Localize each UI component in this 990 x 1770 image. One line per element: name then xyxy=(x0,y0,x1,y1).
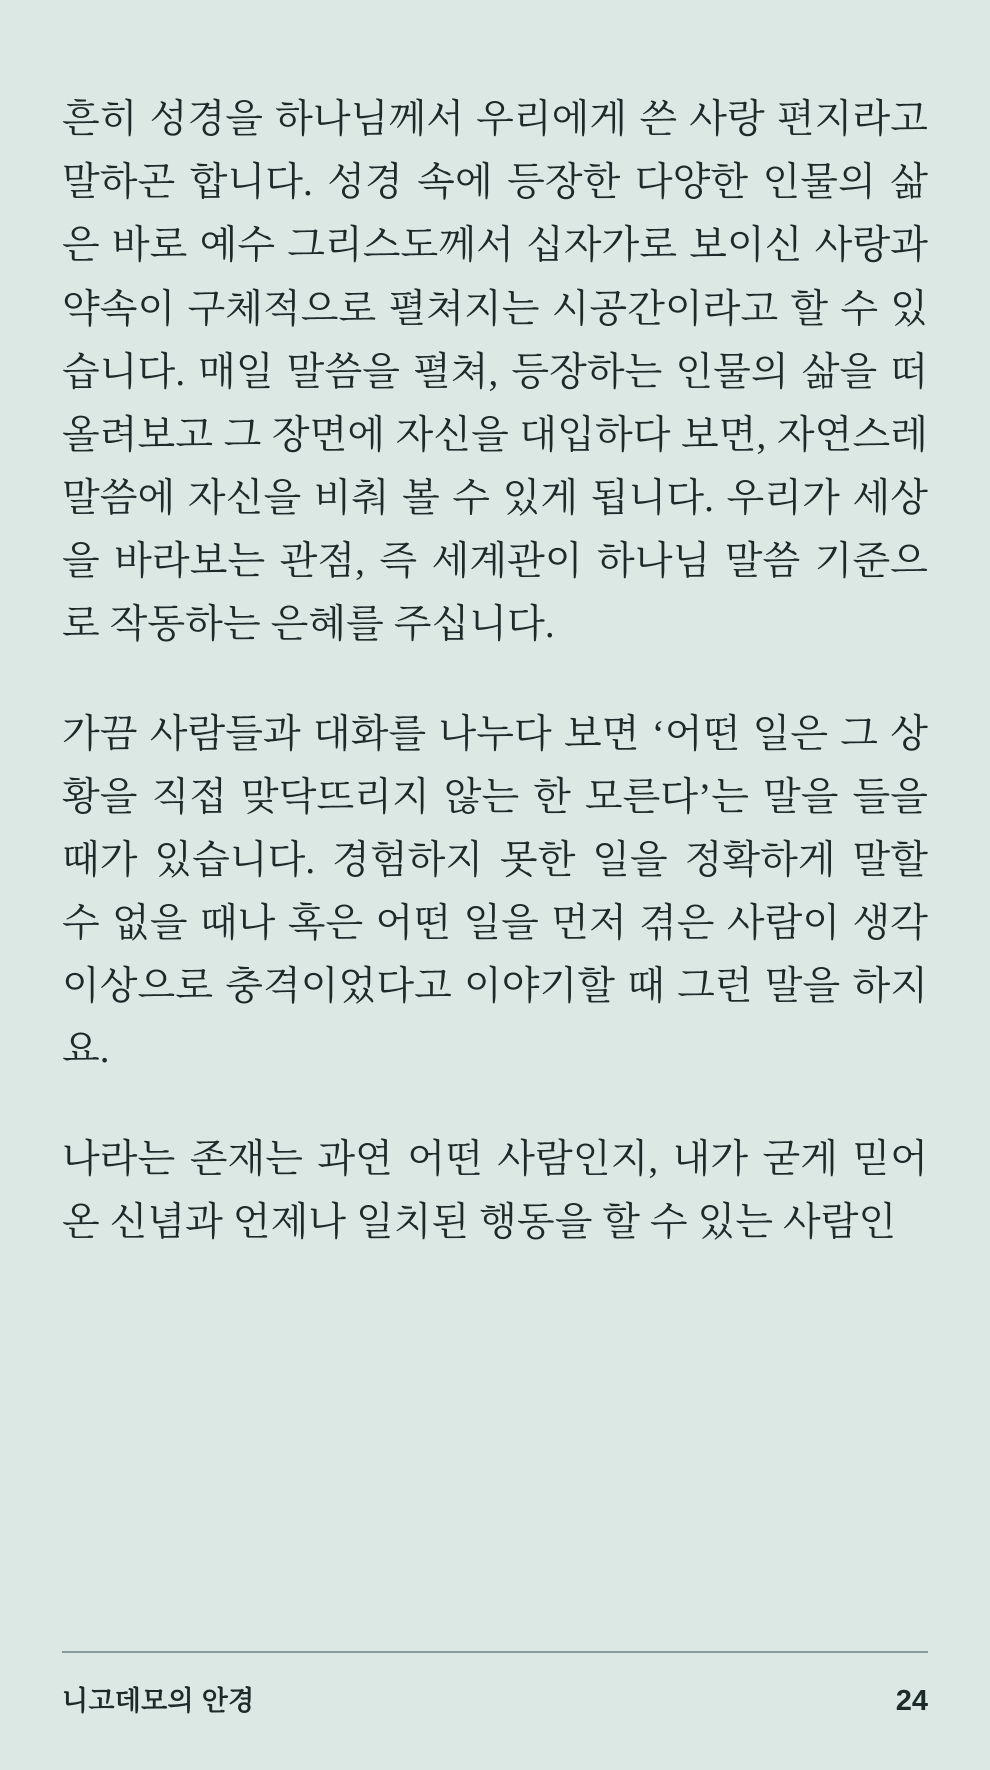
footer-divider xyxy=(62,1651,928,1653)
footer-book-title: 니고데모의 안경 xyxy=(62,1686,255,1716)
body-paragraph: 나라는 존재는 과연 어떤 사람인지, 내가 굳게 믿어 온 신념과 언제나 일치된 행동을 할 수 있는 사람인 xyxy=(62,1137,928,1244)
body-paragraph: 흔히 성경을 하나님께서 우리에게 쓴 사랑 편지라고 말하곤 합니다. 성경 속에 등장한 다양한 인물의 삶은 바로 예수 그리스도께서 십자가로 보이신 사랑과 약속이 구체적으로 펼쳐지는 시공간이라고 할 수 있습니다. 매일 말씀을 펼쳐, 등장하는 인물의 삶을 떠올려보고 그 장면에 자신을 대입하다 보면, 자연스레 말씀에 자신을 비춰 볼 수 있게 됩니다. 우리가 세상을 바라보는 관점, 즉 세계관이 하나님 말씀 기준으로 작동하는 은혜를 주십니다. xyxy=(62,98,928,647)
body-paragraph: 가끔 사람들과 대화를 나누다 보면 ‘어떤 일은 그 상황을 직접 맞닥뜨리지 않는 한 모른다’는 말을 들을 때가 있습니다. 경험하지 못한 일을 정확하게 말할 수 없을 때나 혹은 어떤 일을 먼저 겪은 사람이 생각 이상으로 충격이었다고 이야기할 때 그런 말을 하지요. xyxy=(62,712,928,1072)
page-number: 24 xyxy=(895,1685,928,1717)
page-content xyxy=(62,88,928,1770)
footer-row xyxy=(62,1679,928,1718)
page-footer xyxy=(62,1651,928,1718)
